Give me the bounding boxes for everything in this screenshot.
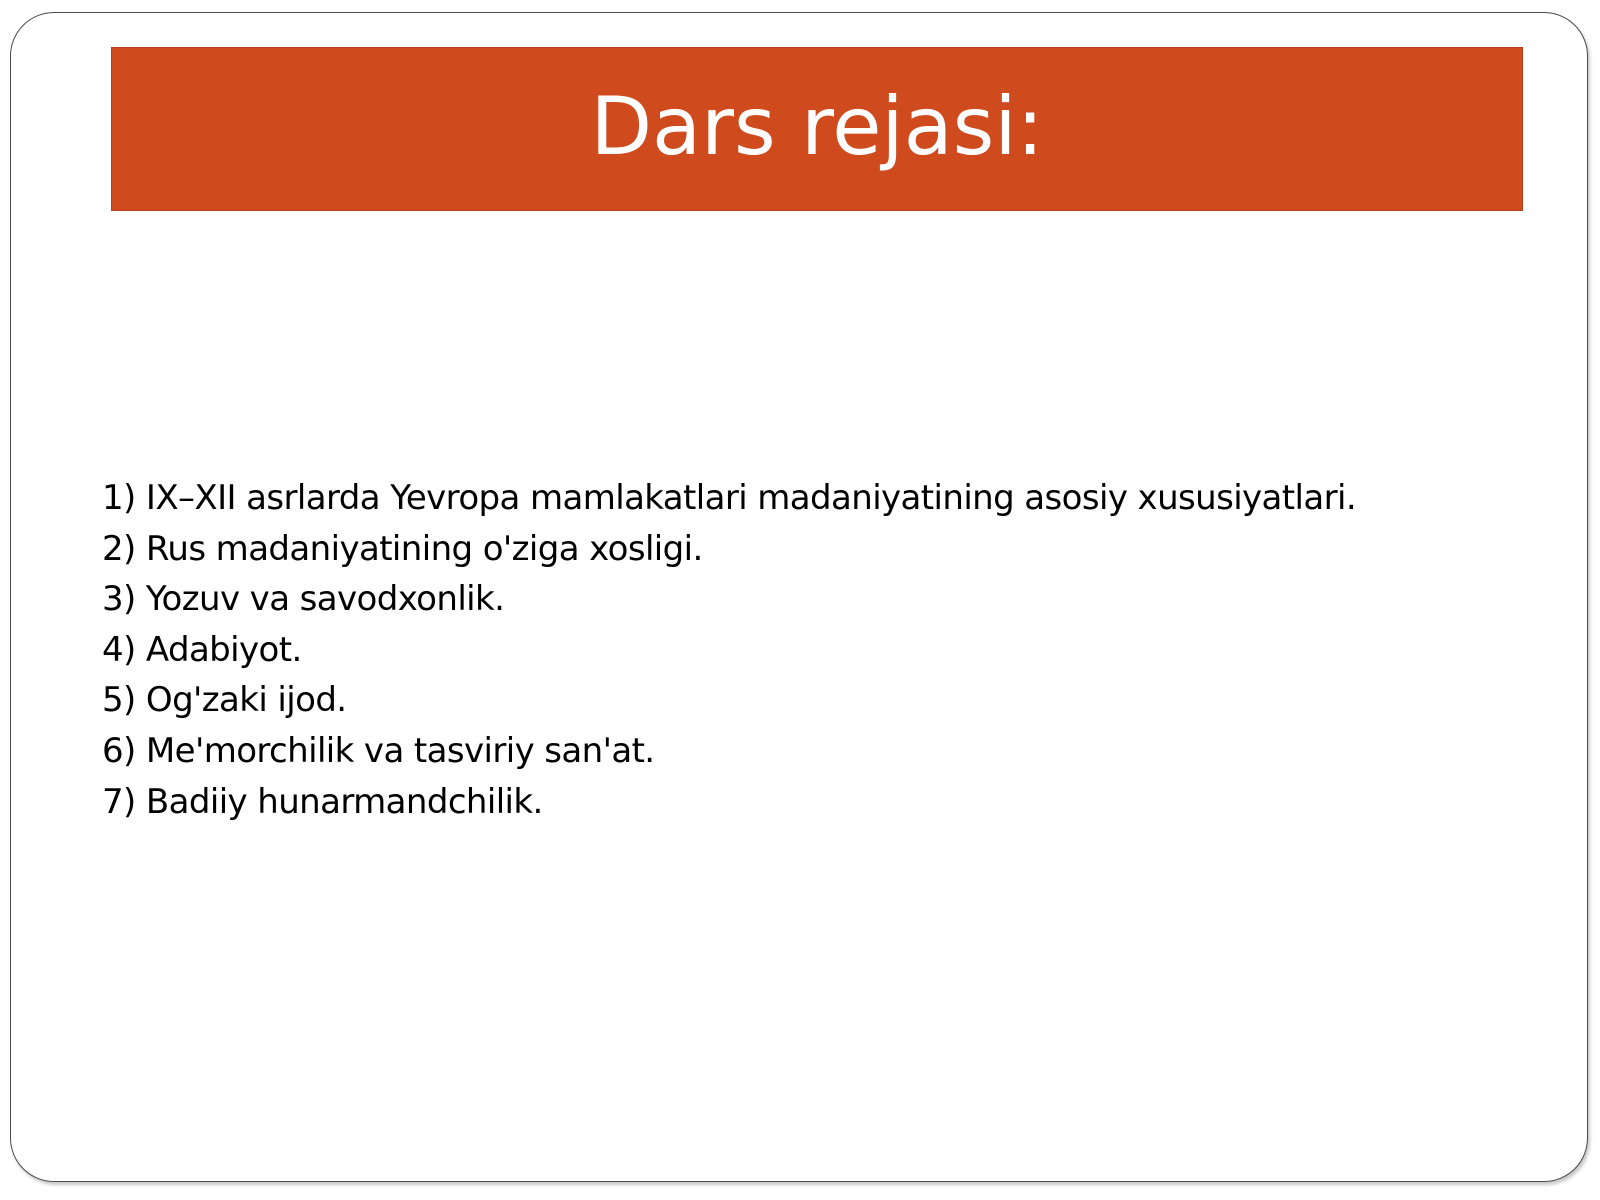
plan-item-6: 6) Me'morchilik va tasviriy san'at. — [102, 730, 655, 771]
plan-item-4: 4) Adabiyot. — [102, 629, 302, 670]
plan-item-3: 3) Yozuv va savodxonlik. — [102, 579, 505, 620]
slide-title: Dars rejasi: — [590, 80, 1044, 173]
plan-item-5: 5) Og'zaki ijod. — [102, 680, 347, 721]
title-banner — [111, 47, 1523, 211]
plan-item-2: 2) Rus madaniyatining o'ziga xosligi. — [102, 528, 703, 569]
plan-item-1: 1) IX–XII asrlarda Yevropa mamlakatlari madaniyatining asosiy xususiyatlari. — [102, 478, 1357, 518]
plan-item-7: 7) Badiiy hunarmandchilik. — [102, 781, 543, 822]
lesson-plan-list — [102, 473, 1356, 827]
